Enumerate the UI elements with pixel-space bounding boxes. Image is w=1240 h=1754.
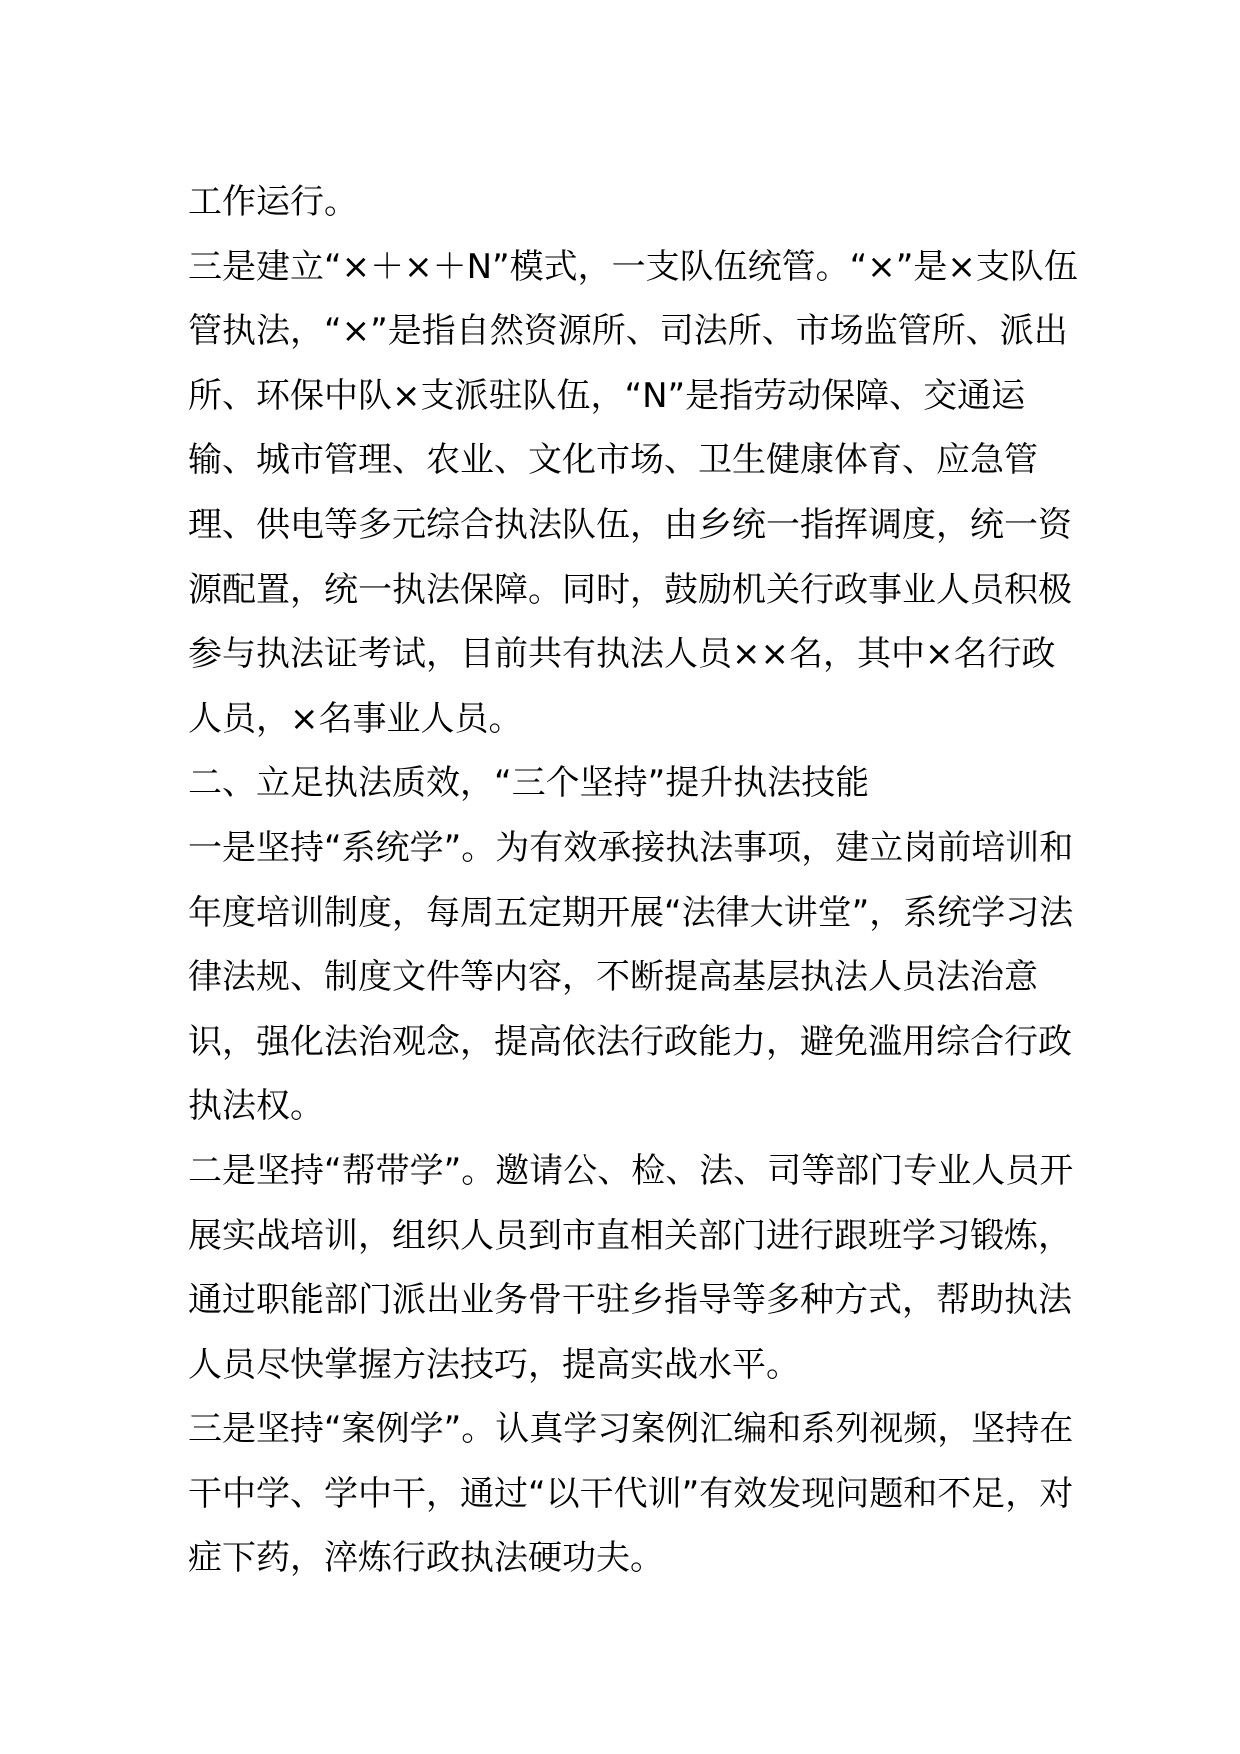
- paragraph-model: 三是建立“×＋×＋N”模式，一支队伍统管。“×”是×支队伍管执法，“×”是指自然资源所、司法所、市场监管所、派出所、环保中队×支派驻队伍，“N”是指劳动保障、交通运输、城市管理、农业、文化市场、卫生健康体育、应急管理、供电等多元综合执法队伍，由乡统一指挥调度，统一资源配置，统一执法保障。同时，鼓励机关行政事业人员积极参与执法证考试，目前共有执法人员××名，其中×名行政人员，×名事业人员。: [188, 246, 1078, 739]
- document-body: [188, 170, 1078, 1591]
- paragraph-system-learning: 一是坚持“系统学”。为有效承接执法事项，建立岗前培训和年度培训制度，每周五定期开展“法律大讲堂”，系统学习法律法规、制度文件等内容，不断提高基层执法人员法治意识，强化法治观念，提高依法行政能力，避免滥用综合行政执法权。: [188, 827, 1074, 1127]
- section-heading: 二、立足执法质效，“三个坚持”提升执法技能: [188, 763, 870, 804]
- paragraph-case-learning: 三是坚持“案例学”。认真学习案例汇编和系列视频，坚持在干中学、学中干，通过“以干代训”有效发现问题和不足，对症下药，淬炼行政执法硬功夫。: [188, 1409, 1074, 1579]
- paragraph-continuation: 工作运行。: [188, 182, 358, 222]
- paragraph-mentor-learning: 二是坚持“帮带学”。邀请公、检、法、司等部门专业人员开展实战培训，组织人员到市直相关部门进行跟班学习锻炼，通过职能部门派出业务骨干驻乡指导等多种方式，帮助执法人员尽快掌握方法技巧，提高实战水平。: [188, 1150, 1074, 1385]
